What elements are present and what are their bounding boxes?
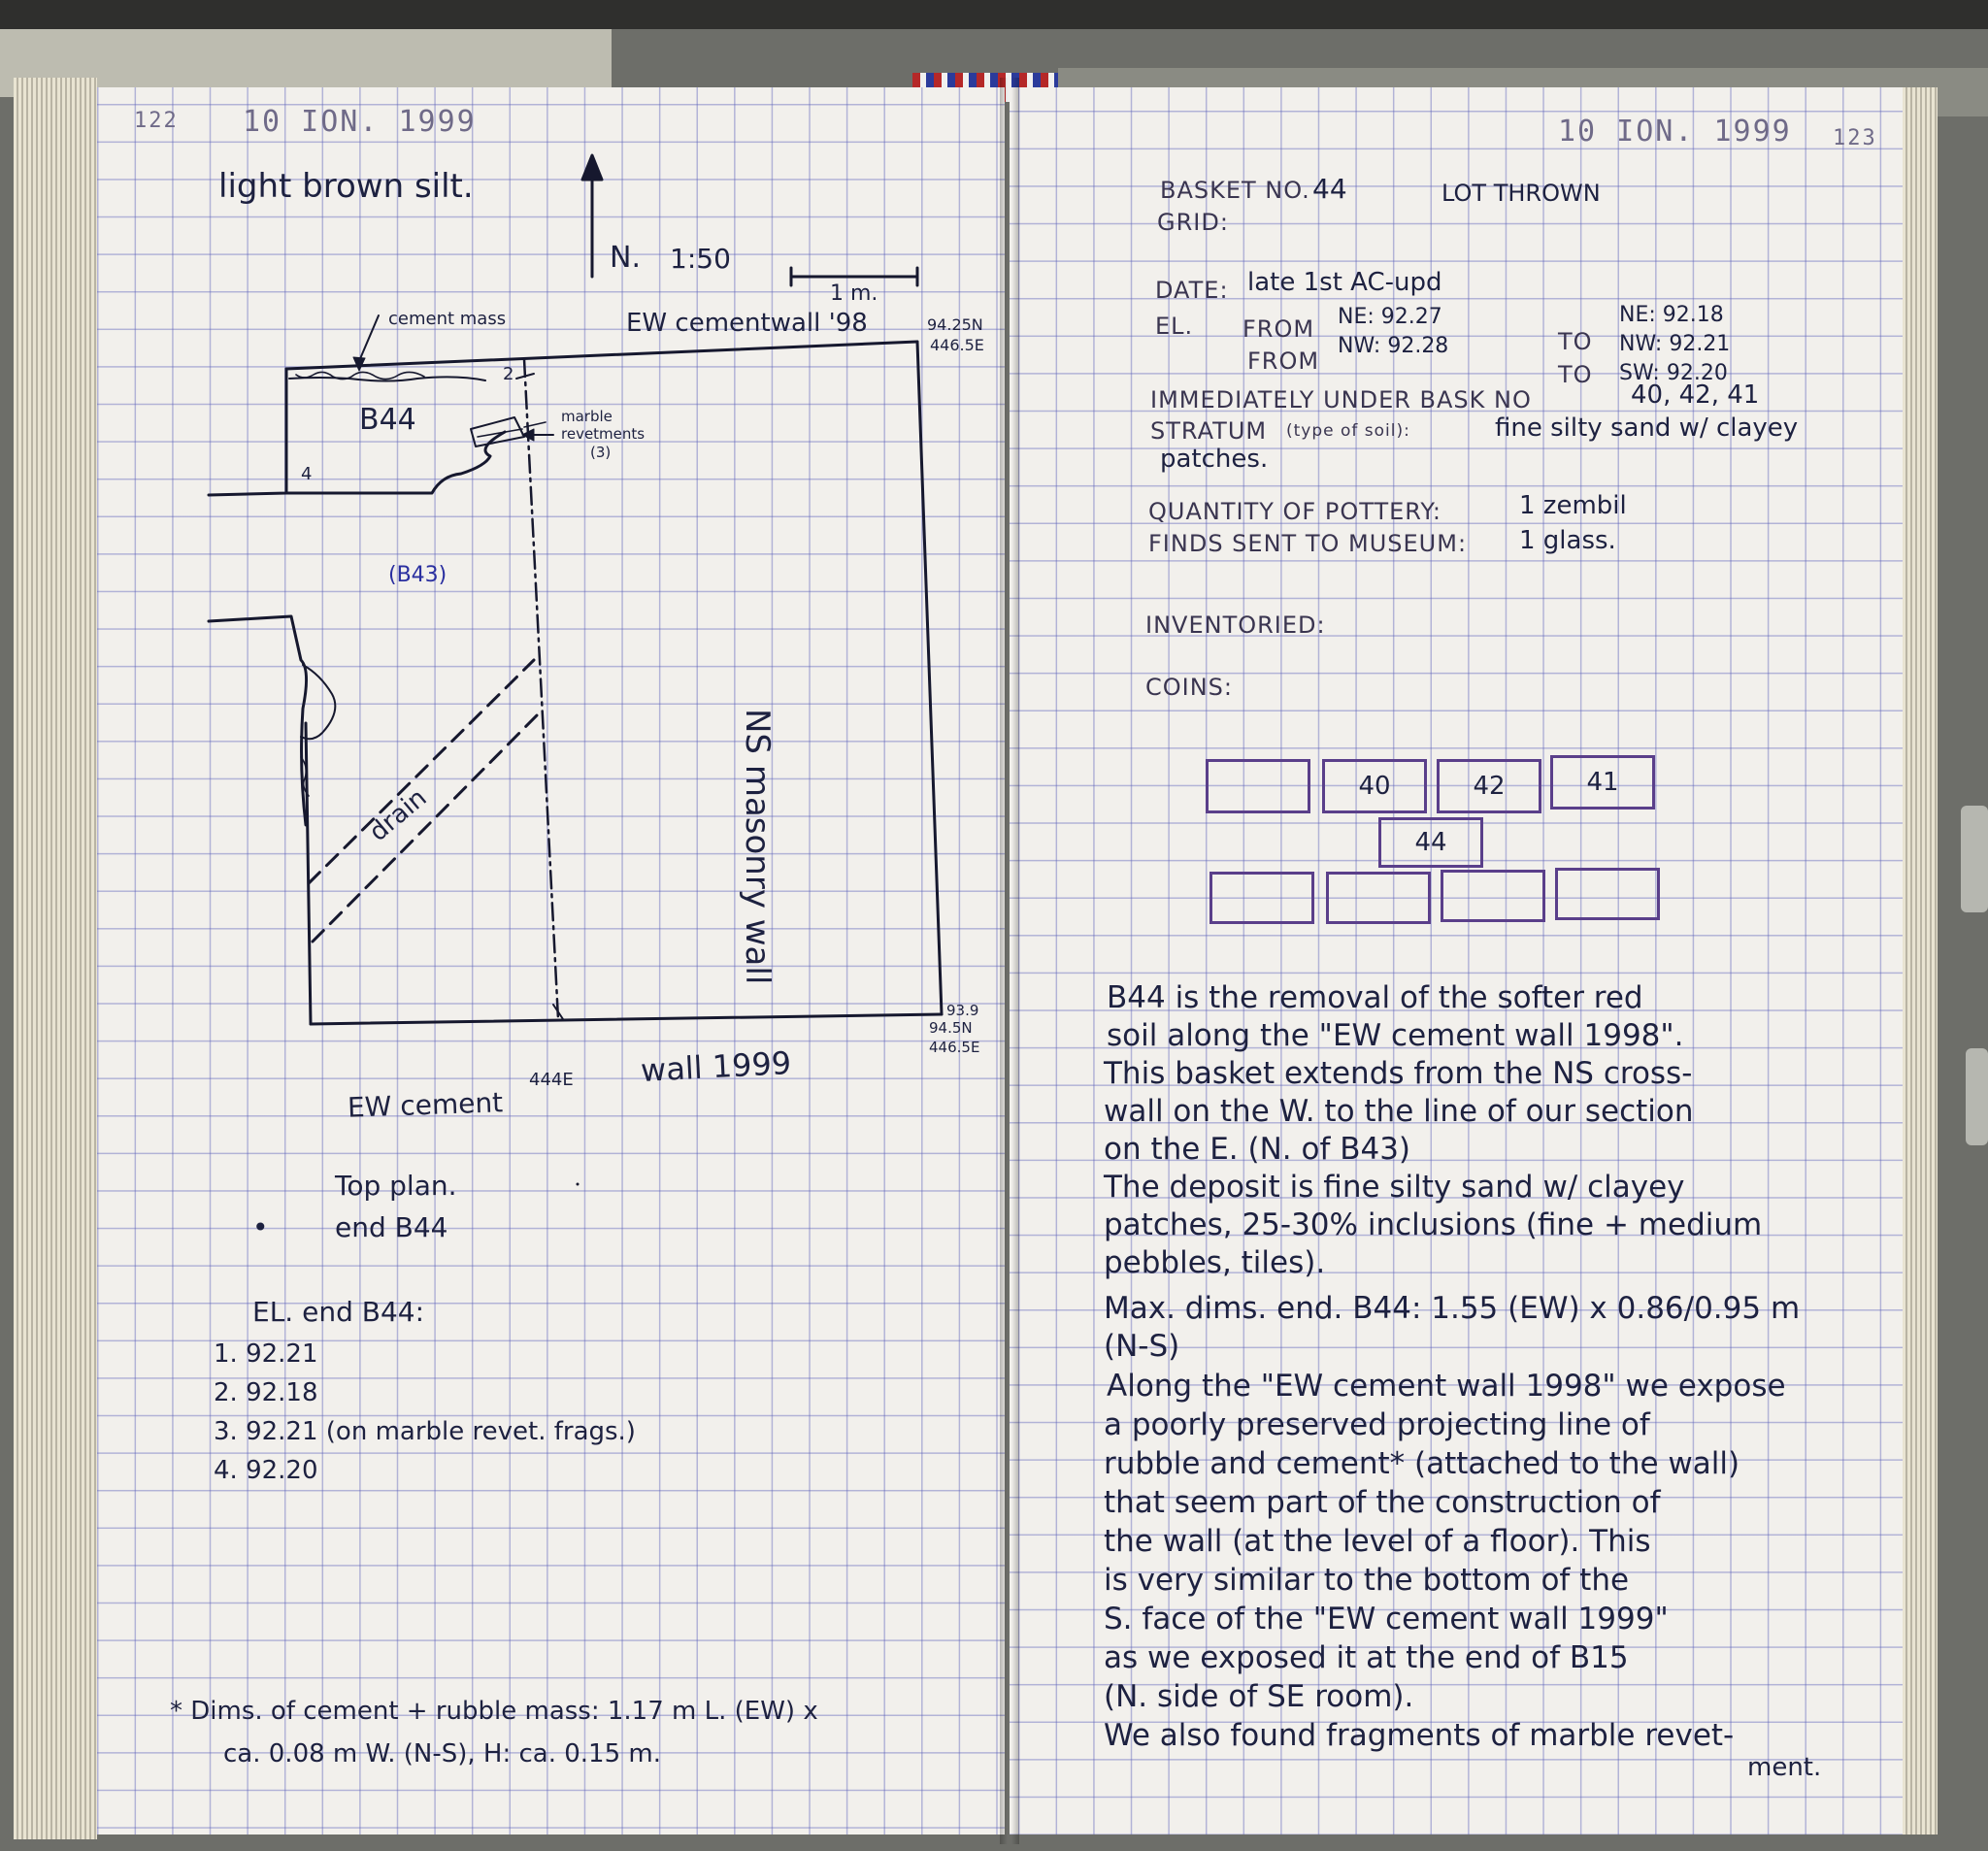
- drain-label: drain: [364, 783, 433, 847]
- point-4-label: 4: [301, 464, 313, 484]
- page-number-left: 122: [134, 109, 179, 133]
- marble-label-2: revetments: [561, 425, 646, 443]
- page-number-right: 123: [1833, 126, 1877, 150]
- index-tab: [1961, 806, 1988, 912]
- note-line: the wall (at the level of a floor). This: [1104, 1524, 1651, 1559]
- pottery-value: 1 zembil: [1519, 491, 1627, 520]
- pottery-label: QUANTITY OF POTTERY:: [1148, 498, 1441, 525]
- b43-label: (B43): [388, 563, 447, 587]
- b44-label: B44: [359, 403, 416, 437]
- ew-cement-label: EW cement: [347, 1086, 504, 1124]
- matrix-box: [1206, 759, 1310, 813]
- matrix-box: 42: [1437, 759, 1541, 813]
- note-line: that seem part of the construction of: [1104, 1485, 1661, 1520]
- wall-1999-label: wall 1999: [640, 1043, 793, 1090]
- caption-end-b44: end B44: [335, 1211, 448, 1243]
- note-line: B44 is the removal of the softer red: [1107, 980, 1643, 1015]
- elevation-4: 4. 92.20: [214, 1456, 318, 1485]
- matrix-box: [1441, 870, 1545, 922]
- from-value-ne: NE: 92.27: [1338, 305, 1442, 329]
- note-line: ment.: [1747, 1753, 1822, 1782]
- note-line: Along the "EW cement wall 1998" we expose: [1107, 1369, 1786, 1404]
- page-edges-right: [1903, 87, 1938, 1834]
- page-edges-left: [14, 78, 97, 1839]
- matrix-box: [1326, 872, 1431, 924]
- el-label: EL.: [1155, 313, 1194, 340]
- to-label: TO: [1558, 328, 1593, 355]
- note-line: We also found fragments of marble revet-: [1104, 1718, 1735, 1753]
- note-line: is very similar to the bottom of the: [1104, 1563, 1630, 1598]
- to-label-2: TO: [1558, 361, 1593, 388]
- note-line: soil along the "EW cement wall 1998".: [1107, 1018, 1684, 1053]
- note-line: rubble and cement* (attached to the wall): [1104, 1446, 1740, 1481]
- scale-bar-label: 1 m.: [830, 281, 878, 306]
- book-gutter: [1000, 78, 1019, 1844]
- north-label: N.: [610, 241, 641, 275]
- scale-label: 1:50: [670, 243, 731, 275]
- note-line: The deposit is fine silty sand w/ clayey: [1104, 1170, 1685, 1205]
- note-line: wall on the W. to the line of our section: [1104, 1094, 1694, 1129]
- matrix-box: 40: [1322, 759, 1427, 813]
- matrix-box-center: 44: [1378, 817, 1483, 868]
- note-line: a poorly preserved projecting line of: [1104, 1407, 1650, 1442]
- date-value: late 1st AC-upd: [1247, 268, 1442, 297]
- caption-top-plan: Top plan.: [335, 1170, 457, 1202]
- coord-bottom-right-3: 446.5E: [929, 1039, 980, 1056]
- note-line: Max. dims. end. B44: 1.55 (EW) x 0.86/0.95 m: [1104, 1291, 1801, 1326]
- finds-value: 1 glass.: [1519, 526, 1616, 555]
- footnote-line-1: * Dims. of cement + rubble mass: 1.17 m L. (EW) x: [170, 1697, 818, 1726]
- note-line: as we exposed it at the end of B15: [1104, 1640, 1629, 1675]
- caption-bullet: •: [252, 1211, 269, 1243]
- matrix-box: 41: [1550, 755, 1655, 810]
- note-line: This basket extends from the NS cross-: [1104, 1056, 1693, 1091]
- basket-label: BASKET NO.: [1160, 177, 1310, 204]
- ew-wall-98-label: EW cementwall '98: [626, 309, 868, 338]
- el-heading: EL. end B44:: [252, 1296, 425, 1328]
- inventoried-label: INVENTORIED:: [1145, 611, 1326, 639]
- matrix-box: [1555, 868, 1660, 920]
- note-line: (N-S): [1104, 1329, 1180, 1364]
- stratum-label: STRATUM: [1150, 417, 1268, 445]
- stratum-value: fine silty sand w/ clayey: [1495, 413, 1799, 443]
- elevation-2: 2. 92.18: [214, 1378, 318, 1407]
- right-page: [1010, 87, 1903, 1834]
- coord-444e: 444E: [529, 1070, 574, 1090]
- marble-label-1: marble: [561, 408, 613, 425]
- under-label: IMMEDIATELY UNDER BASK NO: [1150, 386, 1532, 413]
- date-label: DATE:: [1155, 277, 1229, 304]
- point-2-label: 2: [503, 364, 514, 384]
- coord-top-right-2: 446.5E: [930, 336, 984, 354]
- coord-bottom-right-2: 94.5N: [929, 1019, 973, 1037]
- note-line: S. face of the "EW cement wall 1999": [1104, 1602, 1669, 1636]
- note-line: patches, 25-30% inclusions (fine + medium: [1104, 1207, 1763, 1242]
- from-label: FROM: [1242, 315, 1315, 343]
- top-plan-drawing: [97, 87, 1005, 1834]
- elevation-3: 3. 92.21 (on marble revet. frags.): [214, 1417, 636, 1446]
- footnote-line-2: ca. 0.08 m W. (N-S), H: ca. 0.15 m.: [223, 1739, 661, 1768]
- cement-mass-label: cement mass: [388, 309, 507, 329]
- to-value-ne: NE: 92.18: [1619, 303, 1724, 327]
- date-stamp-right: 10 ΙΟΝ. 1999: [1558, 115, 1792, 149]
- from-label-2: FROM: [1247, 347, 1320, 375]
- lot-value: LOT THROWN: [1441, 180, 1601, 207]
- stratum-sub-label: (type of soil):: [1286, 421, 1410, 441]
- note-line: (N. side of SE room).: [1104, 1679, 1414, 1714]
- date-stamp-left: 10 ΙΟΝ. 1999: [243, 105, 477, 139]
- marble-label-3: (3): [590, 444, 612, 461]
- stratum-value-2: patches.: [1160, 445, 1269, 474]
- note-line: pebbles, tiles).: [1104, 1245, 1326, 1280]
- coins-label: COINS:: [1145, 674, 1233, 701]
- grid-label: GRID:: [1157, 209, 1229, 236]
- ns-wall-label: NS masonry wall: [738, 709, 777, 985]
- left-page: [97, 87, 1005, 1834]
- matrix-box: [1209, 872, 1314, 924]
- heading-silt: light brown silt.: [218, 167, 474, 206]
- note-line: on the E. (N. of B43): [1104, 1132, 1411, 1167]
- coord-bottom-right-1: 93.9: [946, 1002, 979, 1019]
- basket-value: 44: [1312, 173, 1347, 205]
- to-value-sw: SW: 92.20: [1619, 361, 1728, 385]
- coord-top-right-1: 94.25N: [927, 315, 983, 334]
- finds-label: FINDS SENT TO MUSEUM:: [1148, 530, 1468, 557]
- index-tab: [1966, 1048, 1988, 1145]
- under-value: 40, 42, 41: [1631, 380, 1760, 410]
- from-value-nw: NW: 92.28: [1338, 334, 1449, 358]
- to-value-nw: NW: 92.21: [1619, 332, 1731, 356]
- elevation-1: 1. 92.21: [214, 1339, 318, 1369]
